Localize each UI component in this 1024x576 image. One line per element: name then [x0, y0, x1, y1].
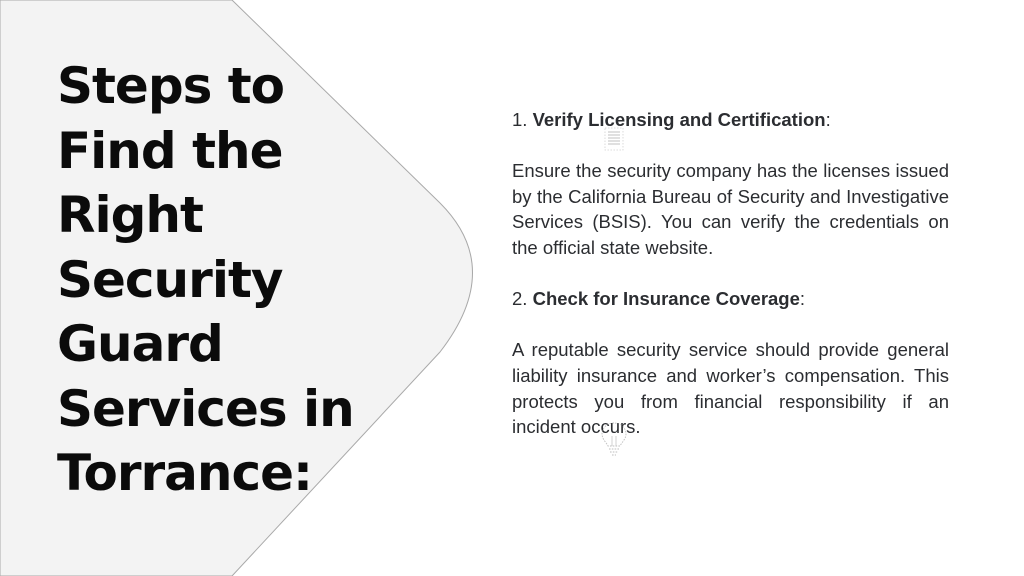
spacer [512, 133, 949, 159]
lightbulb-icon [600, 421, 628, 459]
step-2-title: Check for Insurance Coverage [532, 288, 800, 310]
document-icon [604, 127, 624, 151]
steps-content [512, 107, 949, 440]
step-2-heading [512, 286, 949, 312]
step-1-body: Ensure the security company has the licenses issued by the California Bureau of Security and Investigative Services (BSIS). You can verify the credentials on the official state website. [512, 160, 949, 258]
spacer [512, 261, 949, 287]
slide-title: Steps to Find the Right Security Guard Services in Torrance: [57, 57, 354, 502]
step-1-suffix: : [825, 109, 831, 130]
step-2-suffix: : [799, 288, 806, 310]
step-2-body: A reputable security service should provide general liability insurance and worker’s compensation. This protects you from financial responsibility if an incident occurs. [512, 339, 949, 438]
step-1-title: Verify Licensing and Certification [532, 109, 826, 130]
step-2-number: 2. [512, 288, 528, 310]
step-1-heading [512, 107, 949, 133]
spacer [512, 312, 949, 338]
step-1-number: 1. [512, 109, 528, 130]
